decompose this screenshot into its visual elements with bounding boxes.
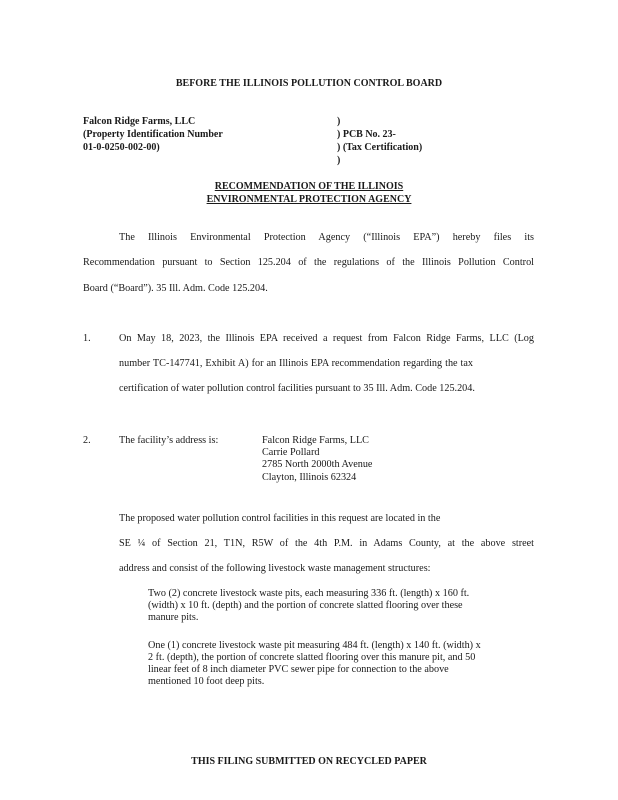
pit-description-2: One (1) concrete livestock waste pit measuring 484 ft. (length) x 140 ft. (width) x 2 ft. (depth), the portion of concrete slatted flooring over this manure pit, and 50 linear feet of 8 inch diameter PVC sewer pipe for connection to the above mentioned 10 foot deep pits.	[148, 640, 481, 687]
paragraph-line: address and consist of the following livestock waste management structures:	[119, 563, 431, 574]
caption-paren: )	[337, 155, 341, 166]
property-id-label: (Property Identification Number	[83, 129, 223, 140]
intro-line: Recommendation pursuant to Section 125.204 of the regulations of the Illinois Pollution Control	[83, 257, 534, 268]
address-street: 2785 North 2000th Avenue	[262, 459, 373, 470]
paragraph-line: On May 18, 2023, the Illinois EPA received a request from Falcon Ridge Farms, LLC (Log	[119, 333, 534, 344]
paragraph-number: 2.	[83, 435, 91, 446]
pit-description-1: Two (2) concrete livestock waste pits, each measuring 336 ft. (length) x 160 ft. (width) x 10 ft. (depth) and the portion of concrete slatted flooring over these manure pits.	[148, 588, 470, 623]
paragraph-line: SE ¼ of Section 21, T1N, R5W of the 4th P.M. in Adams County, at the above street	[119, 538, 534, 549]
address-label: The facility’s address is:	[119, 435, 219, 446]
intro-line: The Illinois Environmental Protection Agency (“Illinois EPA”) hereby files its	[119, 232, 534, 243]
address-contact: Carrie Pollard	[262, 447, 320, 458]
pcb-number: ) PCB No. 23-	[337, 129, 396, 140]
petitioner-name: Falcon Ridge Farms, LLC	[83, 116, 196, 127]
footer-recycled-paper: THIS FILING SUBMITTED ON RECYCLED PAPER	[191, 756, 427, 767]
tax-certification: ) (Tax Certification)	[337, 142, 423, 153]
caption-paren: )	[337, 116, 341, 127]
address-name: Falcon Ridge Farms, LLC	[262, 435, 369, 446]
document-title-line2: ENVIRONMENTAL PROTECTION AGENCY	[206, 194, 412, 205]
paragraph-line: number TC-147741, Exhibit A) for an Illinois EPA recommendation regarding the tax	[119, 358, 473, 369]
intro-line: Board (“Board”). 35 Ill. Adm. Code 125.204.	[83, 283, 268, 294]
board-header: BEFORE THE ILLINOIS POLLUTION CONTROL BOARD	[175, 78, 443, 89]
paragraph-line: certification of water pollution control facilities pursuant to 35 Ill. Adm. Code 125.204.	[119, 383, 475, 394]
paragraph-line: The proposed water pollution control facilities in this request are located in the	[119, 513, 441, 524]
paragraph-number: 1.	[83, 333, 91, 344]
address-city: Clayton, Illinois 62324	[262, 472, 357, 483]
document-title-line1: RECOMMENDATION OF THE ILLINOIS	[214, 181, 404, 192]
property-id-number: 01-0-0250-002-00)	[83, 142, 160, 153]
